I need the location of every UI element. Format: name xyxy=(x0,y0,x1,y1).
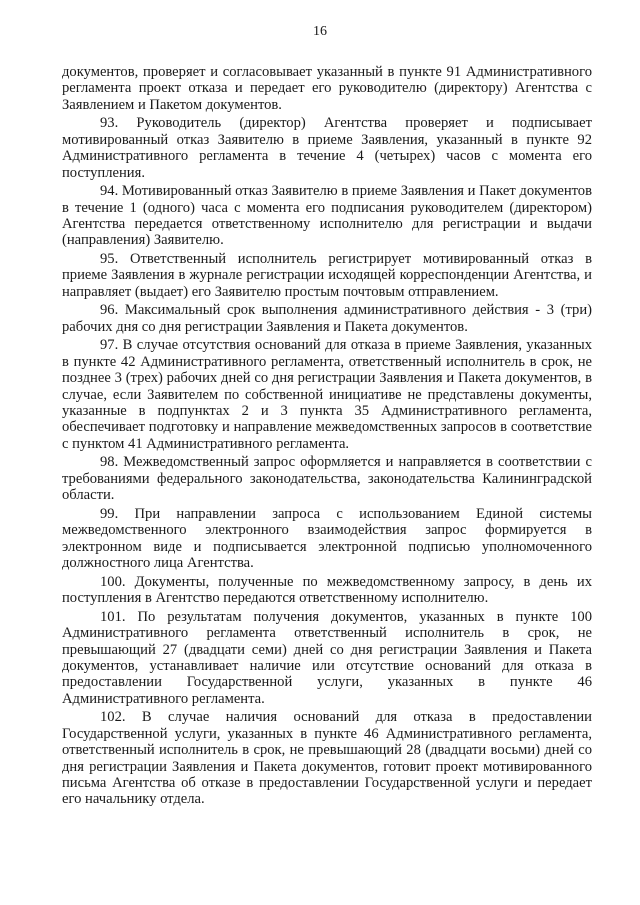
paragraph-102: 102. В случае наличия оснований для отказа в предоставлении Государственной услуги, указанных в пункте 46 Административного регламента, ответственный исполнитель в срок, не превышающий 28 (двадцати восьми) дней со дня регистрации Заявления и Пакета документов, готовит проект мотивированного письма Агентства об отказе в предоставлении Государственной услуги и передает его начальнику отдела. xyxy=(62,709,592,808)
page-number: 16 xyxy=(313,24,327,39)
paragraph-101: 101. По результатам получения документов, указанных в пункте 100 Административного регламента ответственный исполнитель в срок, не превышающий 27 (двадцати семи) дней со дня регистрации Заявления и Пакета документов, устанавливает наличие или отсутствие оснований для отказа в предоставлении Государственной услуги, указанных в пункте 46 Административного регламента. xyxy=(62,608,592,707)
paragraph-94: 94. Мотивированный отказ Заявителю в приеме Заявления и Пакет документов в течение 1 (одного) часа с момента его подписания руководителем (директором) Агентства передается ответственному исполнителю для регистрации и выдачи (направления) Заявителю. xyxy=(62,183,592,249)
paragraph-97: 97. В случае отсутствия оснований для отказа в приеме Заявления, указанных в пункте 42 Административного регламента, ответственный исполнитель в срок, не позднее 3 (трех) рабочих дней со дня регистрации Заявления и Пакета документов, в случае, если Заявителем по собственной инициативе не представлены документы, указанные в подпунктах 2 и 3 пункта 35 Административного регламента, обеспечивает подготовку и направление межведомственных запросов в соответствие с пунктом 41 Административного регламента. xyxy=(62,337,592,452)
paragraph-96: 96. Максимальный срок выполнения административного действия - 3 (три) рабочих дня со дня регистрации Заявления и Пакета документов. xyxy=(62,302,592,335)
paragraph-93: 93. Руководитель (директор) Агентства проверяет и подписывает мотивированный отказ Заявителю в приеме Заявления, указанный в пункте 92 Административного регламента в течение 4 (четырех) часов с момента его поступления. xyxy=(62,115,592,181)
paragraph-100: 100. Документы, полученные по межведомственному запросу, в день их поступления в Агентство передаются ответственному исполнителю. xyxy=(62,573,592,607)
document-body xyxy=(62,64,592,810)
paragraph-98: 98. Межведомственный запрос оформляется и направляется в соответствии с требованиями федерального законодательства, законодательства Калининградской области. xyxy=(62,454,592,504)
paragraph-95: 95. Ответственный исполнитель регистрирует мотивированный отказ в приеме Заявления в журнале регистрации исходящей корреспонденции Агентства, и направляет (выдает) его Заявителю простым почтовым отправлением. xyxy=(62,251,592,300)
paragraph-continuation: документов, проверяет и согласовывает указанный в пункте 91 Административного регламента проект отказа и передает его руководителю (директору) Агентства с Заявлением и Пакетом документов. xyxy=(62,64,592,113)
paragraph-99: 99. При направлении запроса с использованием Единой системы межведомственного электронного взаимодействия запрос формируется в электронном виде и подписывается электронной подписью уполномоченного должностного лица Агентства. xyxy=(62,505,592,572)
